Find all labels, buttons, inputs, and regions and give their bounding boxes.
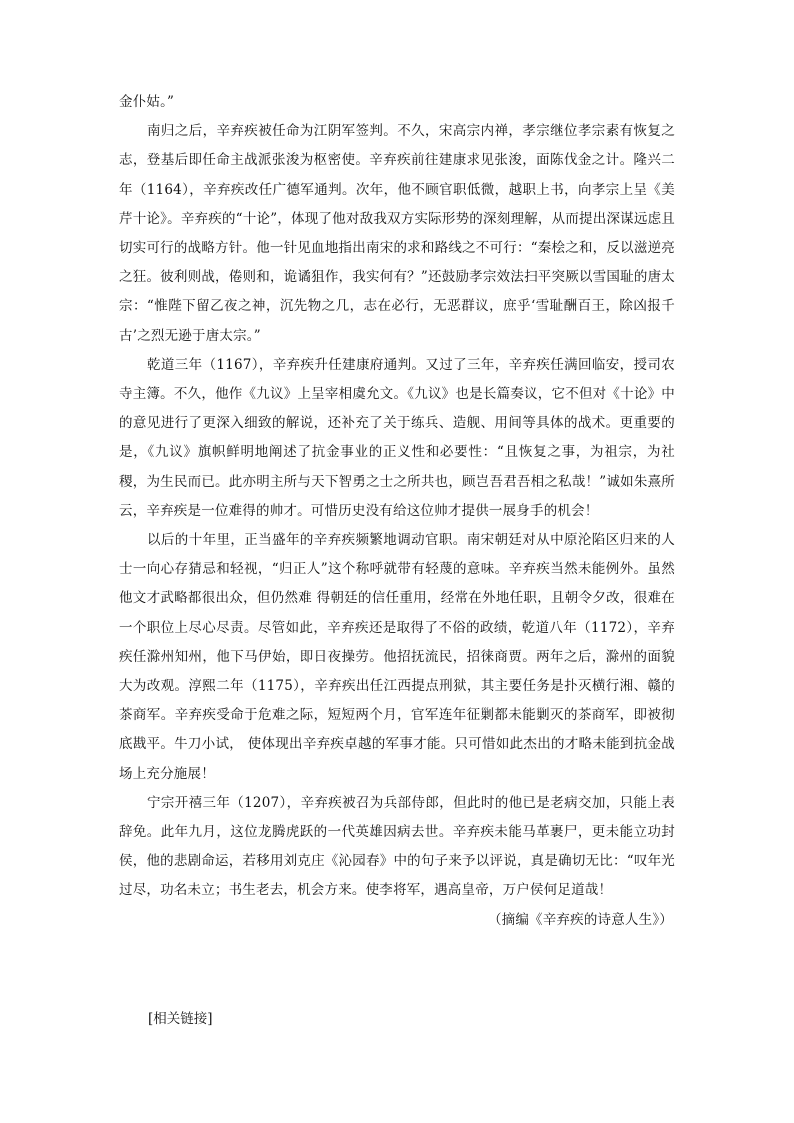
paragraph-3: 以后的十年里，正当盛年的辛弃疾频繁地调动官职。南宋朝廷对从中原沦陷区归来的人士一向心存猜忌和轻视，“归正人”这个称呼就带有轻蔑的意味。辛弃疾当然未能例外。虽然他文才武略都很出众，但仍然难 得朝廷的信任重用，经常在外地任职，且朝令夕改，很难在一个职位上尽心尽责。尽管如此，辛弃疾还是取得了不俗的政绩，乾道八年（1172），辛弃疾任滁州知州，他下马伊始，即日夜操劳。他招抚流民，招徕商贾。两年之后，滁州的面貌大为改观。淳熙二年（1175），辛弃疾出任江西提点刑狱，其主要任务是扑灭横行湘、赣的茶商军。辛弃疾受命于危难之际，短短两个月，官军连年征剿都未能剿灭的茶商军，即被彻底戡平。牛刀小试， 使体现出辛弃疾卓越的军事才能。只可惜如此杰出的才略未能到抗金战场上充分施展！ bbox=[119, 532, 675, 782]
article-body bbox=[119, 88, 675, 935]
paragraph-1: 南归之后，辛弃疾被任命为江阴军签判。不久，宋高宗内禅，孝宗继位孝宗素有恢复之志，登基后即任命主战派张浚为枢密使。辛弃疾前往建康求见张浚，面陈伐金之计。隆兴二年（1164），辛弃疾改任广德军通判。次年，他不顾官职低微，越职上书，向孝宗上呈《美芹十论》。辛弃疾的“十论”，体现了他对敌我双方实际形势的深刻理解，从而提出深谋远虑且切实可行的战略方针。他一针见血地指出南宋的求和路线之不可行：“秦桧之和，反以滋逆亮之狂。彼利则战，倦则和，诡谲狙作，我实何有？”还鼓励孝宗效法扫平突厥以雪国耻的唐太宗：“惟陛下留乙夜之神，沉先物之几，志在必行，无恶群议，庶乎‘雪耻酬百王，除凶报千古’之烈无逊于唐太宗。” bbox=[119, 123, 675, 344]
paragraph-4: 宁宗开禧三年（1207），辛弃疾被召为兵部侍郎，但此时的他已是老病交加，只能上表辞免。此年九月，这位龙腾虎跃的一代英雄因病去世。辛弃疾未能马革裹尸，更未能立功封侯，他的悲剧命运，若移用刘克庄《沁园春》中的句子来予以评说，真是确切无比：“叹年光过尽，功名未立；书生老去，机会方来。使李将军，遇高皇帝，万户侯何足道哉！ bbox=[119, 794, 675, 899]
related-link-label: [相关链接] bbox=[148, 1011, 213, 1027]
source-citation: （摘编《辛弃疾的诗意人生》） bbox=[487, 911, 673, 928]
paragraph-0: 金仆姑。” bbox=[119, 94, 175, 110]
paragraph-2: 乾道三年（1167），辛弃疾升任建康府通判。又过了三年，辛弃疾任满回临安，授司农寺主簿。不久，他作《九议》上呈宰相虞允文。《九议》也是长篇奏议，它不但对《十论》中的意见进行了更深入细致的解说，还补充了关于练兵、造舰、用间等具体的战术。更重要的是，《九议》旗帜鲜明地阐述了抗金事业的正义性和必要性：“且恢复之事，为祖宗，为社稷，为生民而已。此亦明主所与天下智勇之士之所共也，顾岂吾君吾相之私哉！”诚如朱熹所云，辛弃疾是一位难得的帅才。可惜历史没有给这位帅才提供一展身手的机会！ bbox=[119, 356, 675, 519]
